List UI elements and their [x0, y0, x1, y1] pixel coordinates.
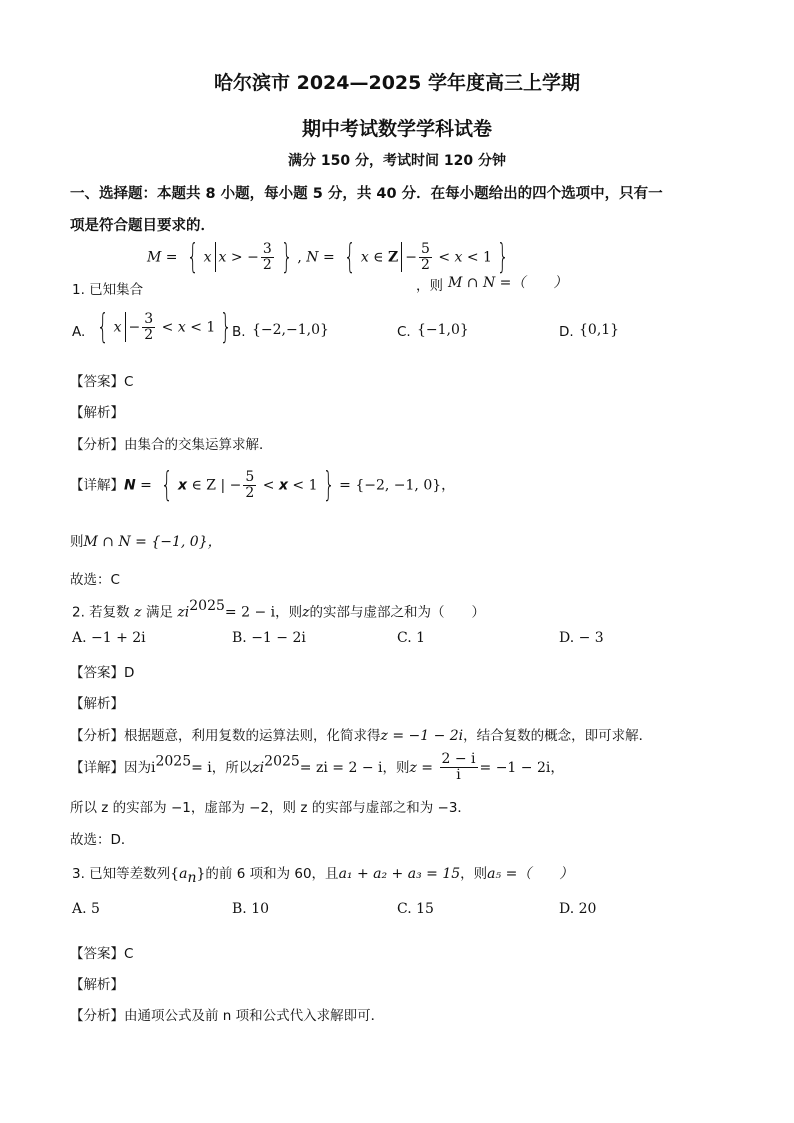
- q2-option-b: B. −1 − 2i: [232, 630, 306, 646]
- q3-option-b: B. 10: [232, 901, 270, 917]
- q2-stem-end: 的实部与虚部之和为（ ）: [309, 604, 485, 621]
- answer-value: C: [124, 374, 134, 390]
- q3-stem-c: ，则: [460, 866, 488, 882]
- q1-option-c: {−1,0}: [417, 322, 469, 338]
- q3-option-d: D. 20: [559, 901, 597, 917]
- detail-a: 因为: [124, 760, 151, 776]
- q1-detail-result: = {−2, −1, 0}，: [339, 477, 456, 494]
- answer-value: C: [124, 946, 134, 962]
- detail-e: ，则: [382, 760, 410, 776]
- q1-option-d: {0,1}: [579, 322, 620, 338]
- q1-set-definition: M = { x x > − $\frac{3}{2}$ } , N = { x ∈ Z − $\frac{5}{2}$ < x < 1 }: [147, 237, 509, 277]
- answer-tag: 【答案】: [70, 946, 124, 962]
- q1-ask: M ∩ N =（ ）: [448, 275, 568, 291]
- then-word: 则: [70, 534, 84, 550]
- q2-option-d: D. − 3: [559, 630, 604, 646]
- q1-option-b-label: B.: [232, 324, 246, 340]
- answer-tag: 【答案】: [70, 665, 124, 681]
- detail-b: = i: [191, 760, 212, 776]
- section-heading: 一、选择题：本题共 8 小题，每小题 5 分，共 40 分．在每小题给出的四个选项中，只有一: [70, 186, 663, 202]
- fenxi-eq: z = −1 − 2i: [380, 728, 464, 744]
- q1-answer: [70, 370, 133, 390]
- q2-stem-prefix: 2. 若复数: [72, 604, 130, 621]
- q2-stem-eq: = 2 − i: [224, 604, 276, 621]
- detail-d: = zi = 2 − i: [299, 760, 383, 776]
- q1-then: ，则: [416, 278, 443, 294]
- q2-answer: [70, 661, 134, 681]
- detail-f: = −1 − 2i，: [479, 760, 565, 776]
- fenxi-text-b: ，结合复数的概念，即可求解．: [463, 728, 653, 744]
- q2-stem: 2. 若复数 z 满足 $zi^{2025}= 2 - i$，则z的实部与虚部之和为（ ）: [72, 598, 485, 621]
- q3-stem-a: 3. 已知等差数列: [72, 866, 171, 882]
- fenxi-text: 由集合的交集运算求解．: [124, 437, 273, 453]
- q2-option-a: A. −1 + 2i: [72, 630, 146, 646]
- page-title-line2: 期中考试数学学科试卷: [301, 118, 492, 140]
- q2-fenxi: [70, 724, 652, 744]
- fenxi-tag: 【分析】: [70, 437, 124, 453]
- q3-stem: 3. 已知等差数列$\{a_n\}$的前 6 项和为 60，且a₁ + a₂ + a₃ = 15，则a₅ =（ ）: [72, 866, 574, 887]
- exam-info: 满分 150 分，考试时间 120 分钟: [288, 153, 506, 169]
- fenxi-tag: 【分析】: [70, 728, 124, 744]
- q1-prefix: 1. 已知集合: [72, 282, 144, 298]
- q2-detail: 【详解】因为$i^{2025}= i$，所以$zi^{2025}=$ zi = 2 − i，则z = $\frac{2 - i}{i}$ = −1 − 2i，: [70, 751, 565, 783]
- q2-detail-line2: 所以 z 的实部为 −1，虚部为 −2，则 z 的实部与虚部之和为 −3．: [70, 800, 471, 816]
- q1-intersection: [70, 530, 222, 551]
- q3-option-a: A. 5: [72, 901, 100, 917]
- q3-option-c: C. 15: [397, 901, 434, 917]
- section-heading-line2: 项是符合题目要求的．: [70, 218, 215, 234]
- xiangjie-tag: 【详解】: [70, 477, 124, 494]
- q3-stem-d: a₅ =（ ）: [487, 866, 574, 882]
- q1-conclusion: 故选：C: [70, 572, 120, 588]
- q1-fenxi: [70, 433, 273, 453]
- q1-option-d-label: D.: [559, 324, 574, 340]
- q3-stem-eq: a₁ + a₂ + a₃ = 15: [338, 866, 461, 882]
- q2-jiexi: 【解析】: [70, 696, 124, 712]
- q3-fenxi: [70, 1004, 384, 1024]
- xiangjie-tag: 【详解】: [70, 760, 124, 776]
- q2-option-c: C. 1: [397, 630, 426, 646]
- q1-option-a: { x − $\frac{3}{2}$ < x < 1 }: [96, 307, 233, 347]
- q2-stem-then: ，则: [275, 604, 303, 621]
- intersection-eq: M ∩ N = {−1, 0}，: [83, 534, 222, 550]
- q3-jiexi: 【解析】: [70, 977, 124, 993]
- detail-c: ，所以: [211, 760, 253, 776]
- fenxi-tag: 【分析】: [70, 1008, 124, 1024]
- answer-value: D: [124, 665, 135, 681]
- q1-option-c-label: C.: [397, 324, 411, 340]
- q1-option-a-label: A.: [72, 324, 86, 340]
- q1-detail: 【详解】N = { x ∈ Z | − $\frac{5}{2}$ < x < 1 } = {−2, −1, 0}，: [70, 465, 456, 505]
- answer-tag: 【答案】: [70, 374, 124, 390]
- fenxi-text-a: 根据题意，利用复数的运算法则，化简求得: [124, 728, 381, 744]
- q1-jiexi: 【解析】: [70, 405, 124, 421]
- q1-option-b: {−2,−1,0}: [252, 322, 329, 338]
- q3-answer: [70, 942, 133, 962]
- q3-stem-b: 的前 6 项和为 60，且: [205, 866, 339, 882]
- q2-conclusion: 故选：D．: [70, 832, 135, 848]
- q2-stem-mid: 满足: [145, 604, 173, 621]
- fenxi-text: 由通项公式及前 n 项和公式代入求解即可．: [124, 1008, 385, 1024]
- page-title: 哈尔滨市 2024—2025 学年度高三上学期: [214, 72, 580, 94]
